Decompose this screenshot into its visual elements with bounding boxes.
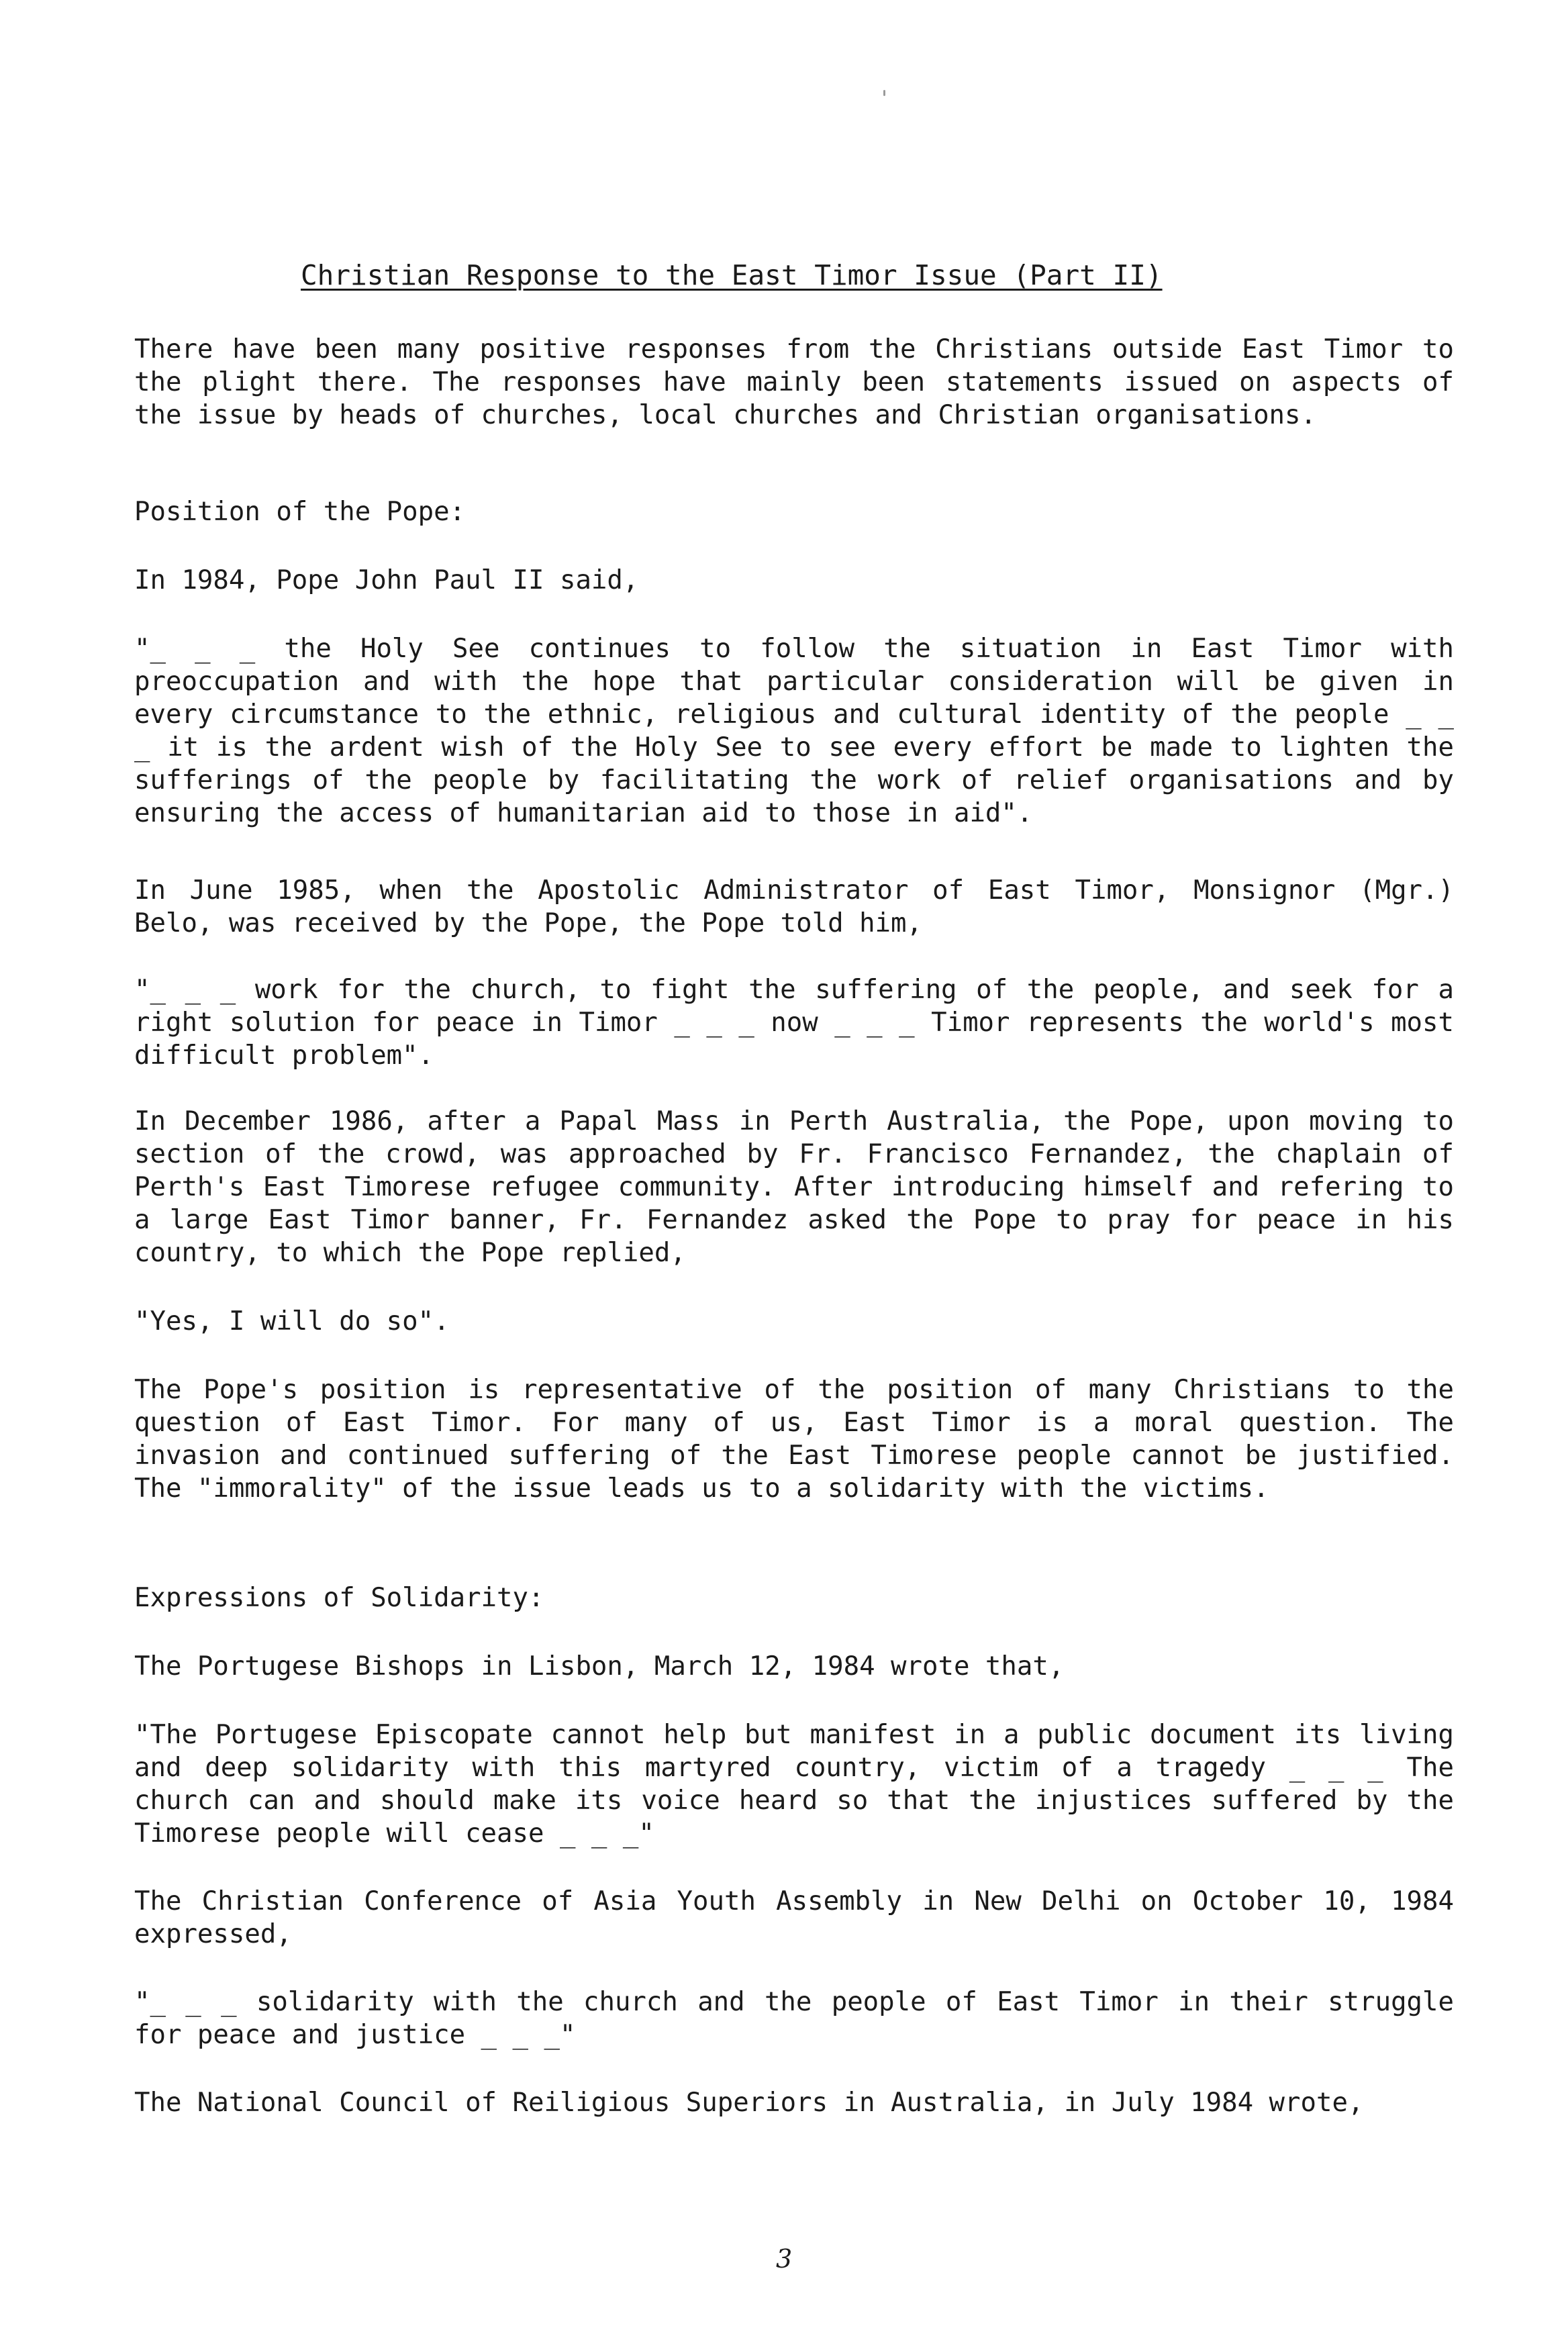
paragraph-asia-youth-assembly: The Christian Conference of Asia Youth Assembly in New Delhi on October 10, 1984 expressed,: [134, 1886, 1454, 1949]
heading-position-of-pope: Position of the Pope:: [134, 497, 466, 527]
heading-expressions-of-solidarity: Expressions of Solidarity:: [134, 1583, 544, 1613]
quote-solidarity-east-timor: "_ _ _ solidarity with the church and the people of East Timor in their struggle for peace and justice _ _ _": [134, 1987, 1454, 2050]
paragraph-december-1986: In December 1986, after a Papal Mass in Perth Australia, the Pope, upon moving to section of the crowd, was approached by Fr. Francisco Fernandez, the chaplain of Perth's East Timorese refugee community. After introducing himself and refering to a large East Timor banner, Fr. Fernandez asked the Pope to pray for peace in his country, to which the Pope replied,: [134, 1106, 1454, 1268]
scan-speck: [883, 90, 885, 96]
paragraph-portugese-bishops: The Portugese Bishops in Lisbon, March 12, 1984 wrote that,: [134, 1651, 1065, 1682]
quote-pope-reply: "Yes, I will do so".: [134, 1306, 450, 1336]
paragraph-national-council: The National Council of Reiligious Superiors in Australia, in July 1984 wrote,: [134, 2088, 1364, 2118]
paragraph-pope-position: The Pope's position is representative of the position of many Christians to the question of East Timor. For many of us, East Timor is a moral question. The invasion and continued suffering of the East Timorese people cannot be justified. The "immorality" of the issue leads us to a solidarity with the victims.: [134, 1375, 1454, 1504]
quote-holy-see: "_ _ _ the Holy See continues to follow the situation in East Timor with preoccupation and with the hope that particular consideration will be given in every circumstance to the ethnic, religious and cultural identity of the people _ _ _ it is the ardent wish of the Holy See to see every effort be made to lighten the sufferings of the people by facilitating the work of relief organisations and by ensuring the access of humanitarian aid to those in aid".: [134, 634, 1454, 828]
paragraph-1984-pope: In 1984, Pope John Paul II said,: [134, 565, 639, 595]
paragraph-june-1985: In June 1985, when the Apostolic Administrator of East Timor, Monsignor (Mgr.) Belo, was received by the Pope, the Pope told him,: [134, 875, 1454, 938]
page-number: 3: [776, 2244, 793, 2274]
quote-pope-to-belo: "_ _ _ work for the church, to fight the suffering of the people, and seek for a right solution for peace in Timor _ _ _ now _ _ _ Timor represents the world's most difficult problem".: [134, 975, 1454, 1071]
document-title: Christian Response to the East Timor Issue (Part II): [301, 259, 1163, 291]
quote-portugese-episcopate: "The Portugese Episcopate cannot help but manifest in a public document its living and deep solidarity with this martyred country, victim of a tragedy _ _ _ The church can and should make its voice heard so that the injustices suffered by the Timorese people will cease _ _ _": [134, 1720, 1454, 1849]
paragraph-intro: There have been many positive responses from the Christians outside East Timor to the plight there. The responses have mainly been statements issued on aspects of the issue by heads of churches, local churches and Christian organisations.: [134, 334, 1454, 430]
